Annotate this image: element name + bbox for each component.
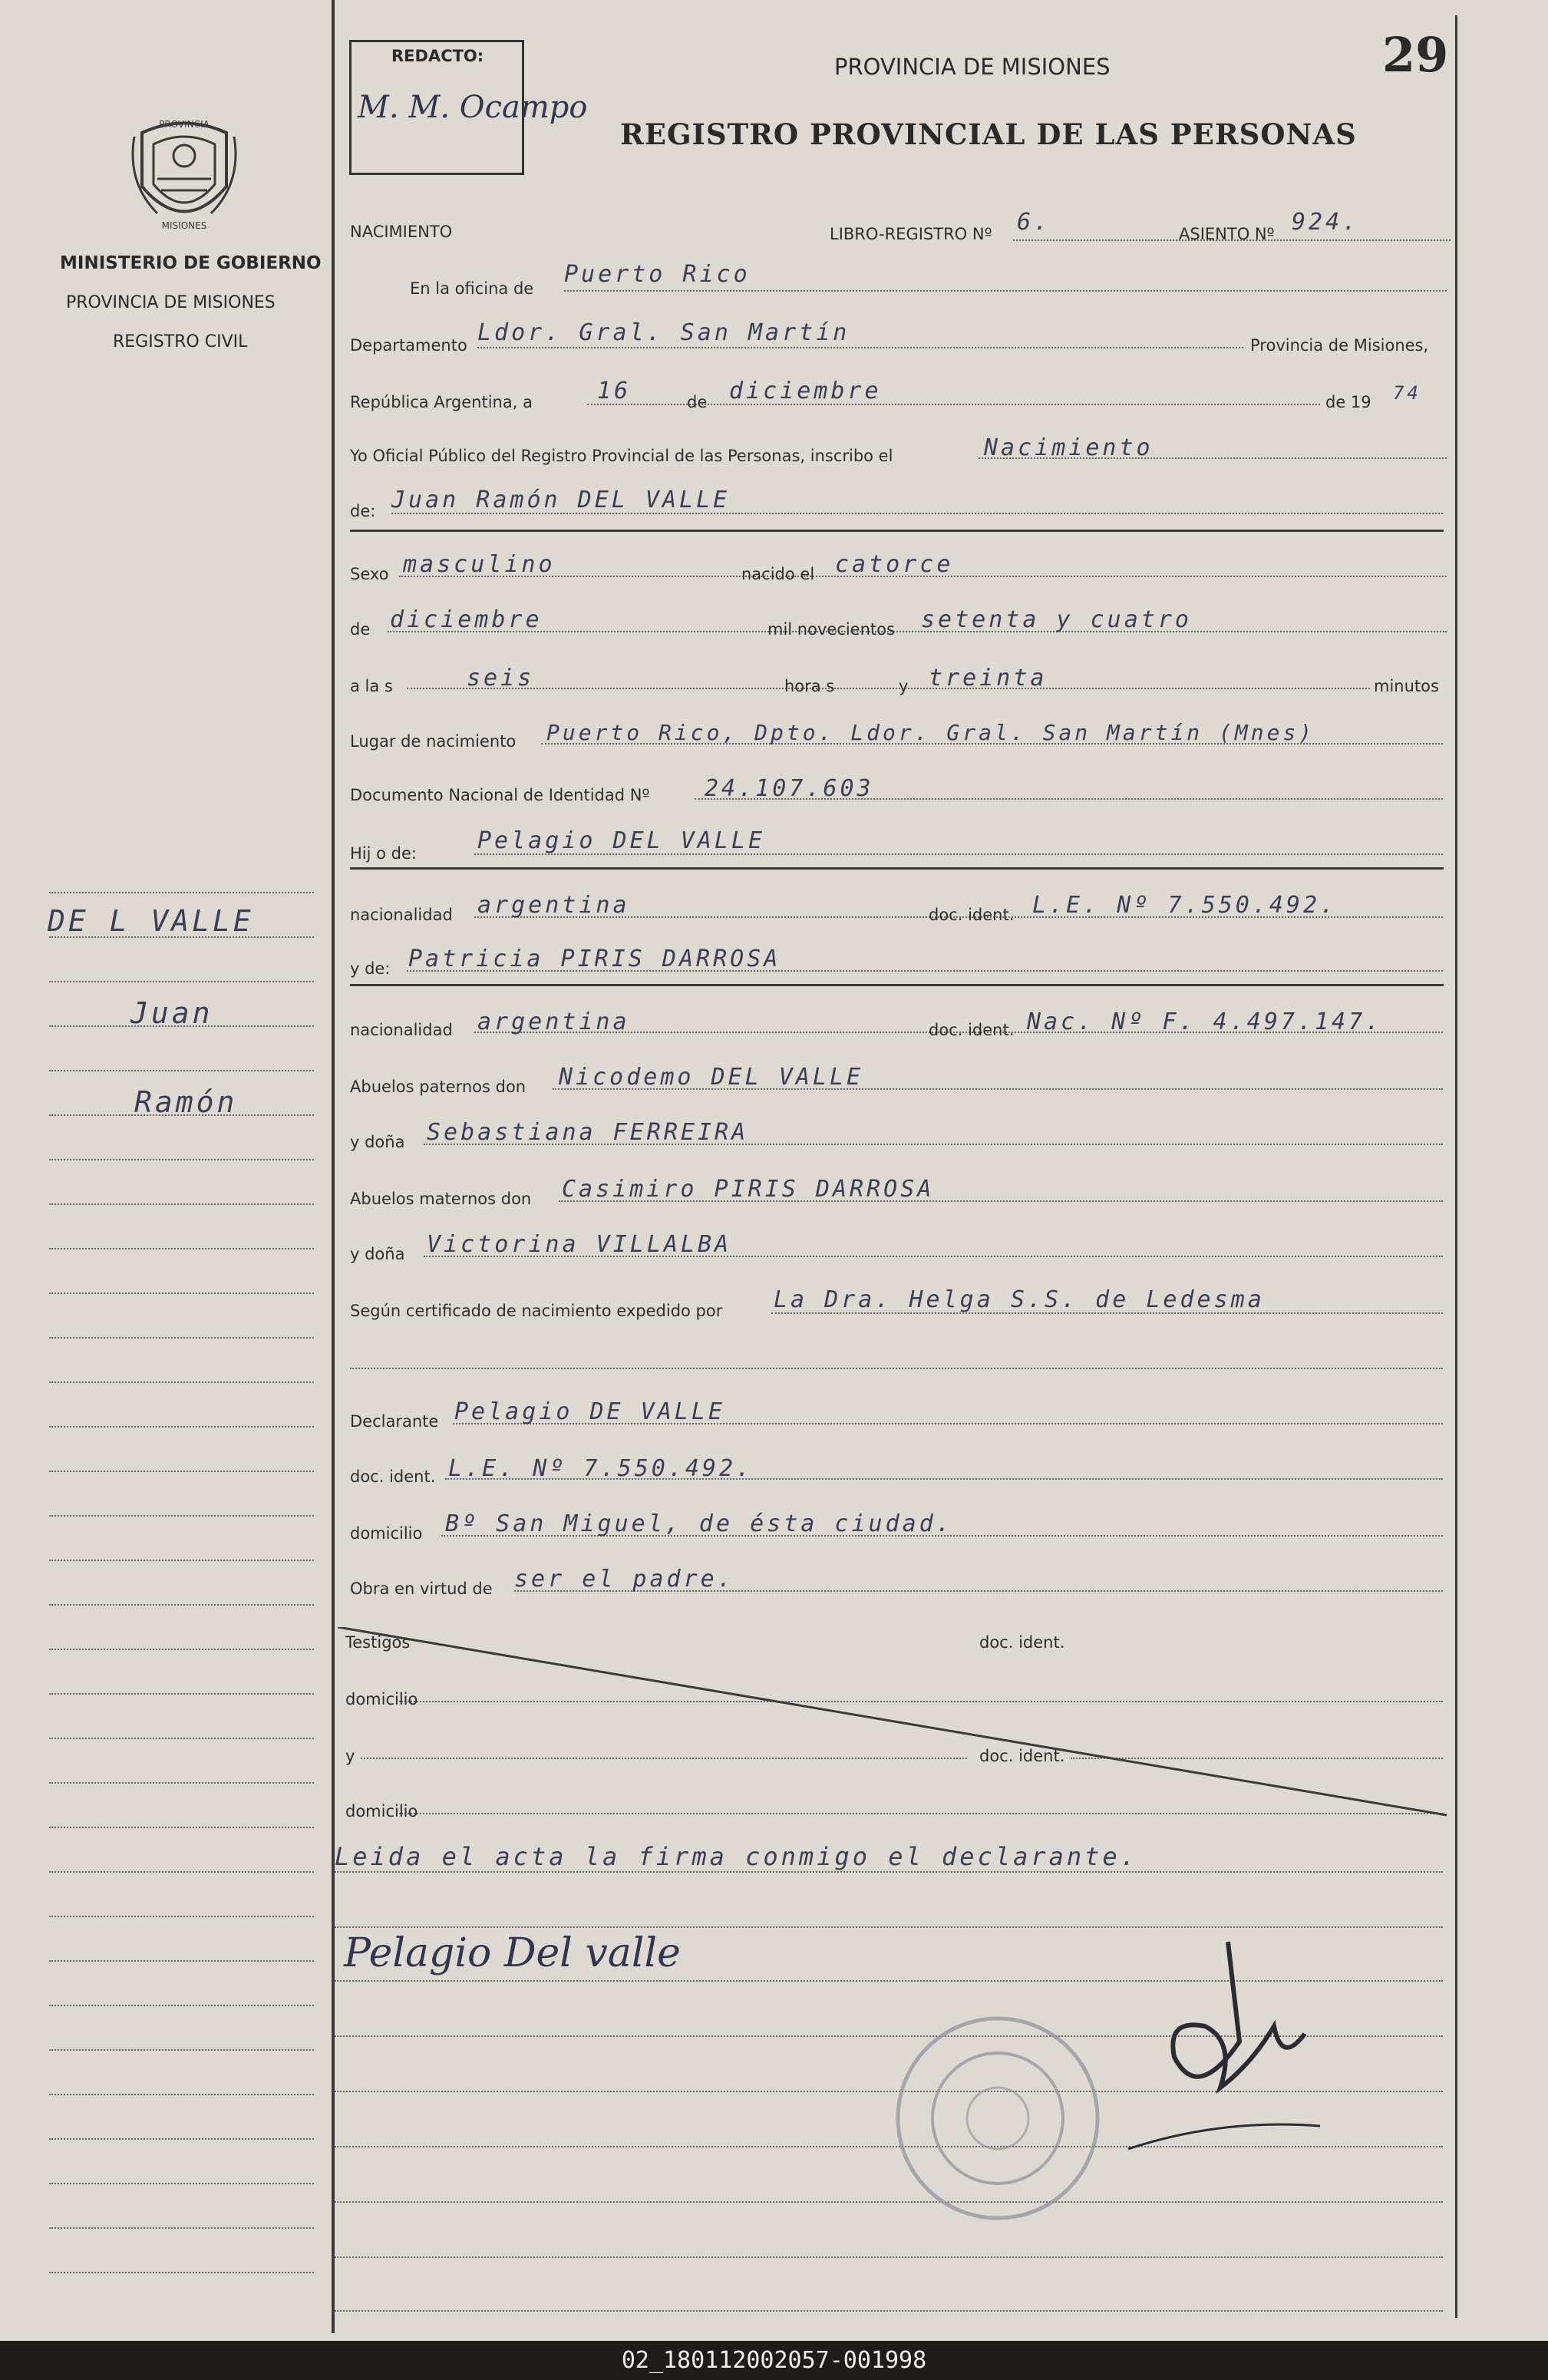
right-frame-line bbox=[1455, 15, 1457, 2318]
margin-ruled-line bbox=[49, 2183, 314, 2184]
dni-value: 24.107.603 bbox=[705, 775, 874, 802]
margin-ruled-line bbox=[49, 2138, 314, 2140]
asiento-label: ASIENTO Nº bbox=[1179, 225, 1275, 243]
margin-first-name: Juan bbox=[130, 996, 213, 1030]
a-las-label: a la s bbox=[350, 677, 393, 695]
minutos-label: minutos bbox=[1374, 677, 1439, 695]
nombre-underline bbox=[350, 530, 1444, 532]
margin-ruled-line bbox=[49, 1871, 314, 1873]
margin-ruled-line bbox=[49, 2272, 314, 2273]
nacido-value: catorce bbox=[835, 551, 954, 578]
margin-ruled-line bbox=[49, 1604, 314, 1606]
oficina-value: Puerto Rico bbox=[564, 261, 751, 288]
padre-doc-value: L.E. Nº 7.550.492. bbox=[1032, 892, 1338, 919]
declarante-signature: Pelagio Del valle bbox=[344, 1930, 681, 1976]
lugar-label: Lugar de nacimiento bbox=[350, 732, 517, 751]
nacido-mes-value: diciembre bbox=[390, 606, 543, 633]
abuela-materna-label: y doña bbox=[350, 1245, 405, 1263]
act-type-label: NACIMIENTO bbox=[350, 223, 453, 241]
padre-value: Pelagio DEL VALLE bbox=[477, 827, 766, 854]
svg-text:PROVINCIA: PROVINCIA bbox=[159, 119, 210, 130]
abuela-paterna-value: Sebastiana FERREIRA bbox=[427, 1119, 749, 1146]
declarante-domicilio-value: Bº San Miguel, de ésta ciudad. bbox=[445, 1510, 953, 1537]
svg-text:MISIONES: MISIONES bbox=[161, 220, 207, 231]
anio-value: 74 bbox=[1393, 382, 1421, 404]
form-fill-line bbox=[335, 2256, 1443, 2258]
margin-ruled-line bbox=[49, 2049, 314, 2051]
margin-ruled-line bbox=[49, 892, 314, 893]
province-coat-of-arms bbox=[127, 114, 242, 236]
margin-ruled-line bbox=[49, 1515, 314, 1517]
province-heading: PROVINCIA DE MISIONES bbox=[66, 293, 276, 312]
redacto-signature: M. M. Ocampo bbox=[358, 90, 588, 125]
form-fill-line bbox=[407, 688, 1370, 689]
margin-ruled-line bbox=[49, 1693, 314, 1695]
declarante-domicilio-label: domicilio bbox=[350, 1524, 423, 1543]
form-fill-line bbox=[335, 1871, 1443, 1873]
abuelos-paternos-label: Abuelos paternos don bbox=[350, 1078, 526, 1096]
madre-nacionalidad-value: argentina bbox=[477, 1008, 630, 1035]
certificado-label: Según certificado de nacimiento expedido por bbox=[350, 1302, 723, 1320]
madre-underline bbox=[350, 984, 1444, 986]
padre-underline bbox=[350, 867, 1444, 870]
form-fill-line bbox=[335, 1926, 1443, 1928]
mil-label: mil novecientos bbox=[767, 620, 895, 639]
minutos-value: treinta bbox=[929, 665, 1048, 692]
testigos-doc-label: doc. ident. bbox=[979, 1633, 1065, 1652]
registry-civil-heading: REGISTRO CIVIL bbox=[113, 332, 248, 352]
de-label: de bbox=[687, 393, 708, 411]
province-title-top: PROVINCIA DE MISIONES bbox=[834, 54, 1111, 80]
abuelo-materno-value: Casimiro PIRIS DARROSA bbox=[562, 1176, 935, 1203]
declarante-value: Pelagio DE VALLE bbox=[454, 1398, 725, 1425]
margin-ruled-line bbox=[49, 1782, 314, 1784]
official-signature-scribble bbox=[1105, 1934, 1335, 2164]
madre-doc-value: Nac. Nº F. 4.497.147. bbox=[1027, 1008, 1383, 1035]
abuela-paterna-label: y doña bbox=[350, 1133, 405, 1151]
margin-ruled-line bbox=[49, 1426, 314, 1428]
y-de-label: y de: bbox=[350, 959, 391, 978]
libro-value: 6. bbox=[1017, 209, 1051, 236]
abuelos-maternos-label: Abuelos maternos don bbox=[350, 1190, 532, 1208]
sexo-value: masculino bbox=[403, 551, 556, 578]
margin-ruled-line bbox=[49, 1916, 314, 1917]
testigos-doc2-label: doc. ident. bbox=[979, 1747, 1065, 1765]
testigos-label: Testigos bbox=[345, 1633, 411, 1652]
de-mes-label: de bbox=[350, 620, 371, 639]
file-id-bar bbox=[0, 2341, 1548, 2380]
margin-second-name: Ramón bbox=[134, 1085, 238, 1119]
oficial-text: Yo Oficial Público del Registro Provincial de las Personas, inscribo el bbox=[350, 447, 893, 465]
margin-ruled-line bbox=[49, 1827, 314, 1828]
testigos-domicilio2-label: domicilio bbox=[345, 1802, 418, 1820]
form-fill-line bbox=[388, 631, 1447, 632]
margin-ruled-line bbox=[49, 1248, 314, 1249]
dni-label: Documento Nacional de Identidad Nº bbox=[350, 786, 650, 804]
nombre-value: Juan Ramón DEL VALLE bbox=[391, 487, 731, 513]
nombre-label: de: bbox=[350, 502, 376, 520]
obra-value: ser el padre. bbox=[514, 1566, 734, 1593]
file-id: 02_180112002057-001998 bbox=[621, 2347, 927, 2374]
margin-ruled-line bbox=[49, 1738, 314, 1739]
abuelo-paterno-value: Nicodemo DEL VALLE bbox=[559, 1064, 864, 1091]
declarante-doc-value: L.E. Nº 7.550.492. bbox=[448, 1455, 754, 1482]
declarante-doc-label: doc. ident. bbox=[350, 1467, 436, 1486]
madre-nacionalidad-label: nacionalidad bbox=[350, 1021, 453, 1039]
declarante-label: Declarante bbox=[350, 1412, 439, 1431]
y-label: y bbox=[899, 677, 909, 695]
margin-ruled-line bbox=[49, 1292, 314, 1294]
margin-ruled-line bbox=[49, 1070, 314, 1071]
testigos-strike-line bbox=[338, 1627, 1458, 1819]
official-round-seal bbox=[883, 2003, 1113, 2233]
de-anio-label: de 19 bbox=[1325, 393, 1371, 411]
margin-ruled-line bbox=[49, 1159, 314, 1160]
margin-surname: DE L VALLE bbox=[48, 904, 254, 938]
margin-ruled-line bbox=[49, 1471, 314, 1472]
margin-ruled-line bbox=[49, 2227, 314, 2229]
padre-nacionalidad-value: argentina bbox=[477, 892, 630, 919]
redacto-label: REDACTO: bbox=[391, 47, 484, 65]
oficina-label: En la oficina de bbox=[410, 279, 534, 298]
margin-ruled-line bbox=[49, 2005, 314, 2006]
left-frame-line bbox=[332, 0, 335, 2333]
form-fill-line bbox=[564, 290, 1447, 292]
testigos-domicilio-label: domicilio bbox=[345, 1690, 418, 1708]
margin-ruled-line bbox=[49, 1203, 314, 1205]
ministry-heading: MINISTERIO DE GOBIERNO bbox=[60, 253, 322, 273]
dia-value: 16 bbox=[597, 378, 632, 404]
margin-ruled-line bbox=[49, 1381, 314, 1383]
sexo-label: Sexo bbox=[350, 565, 389, 583]
certificado-value: La Dra. Helga S.S. de Ledesma bbox=[774, 1286, 1265, 1313]
form-fill-line bbox=[350, 1368, 1443, 1369]
hora-value: seis bbox=[467, 665, 535, 692]
madre-value: Patricia PIRIS DARROSA bbox=[408, 946, 781, 972]
margin-ruled-line bbox=[49, 981, 314, 982]
redacto-box bbox=[349, 40, 588, 175]
margin-ruled-line bbox=[49, 1560, 314, 1561]
departamento-label: Departamento bbox=[350, 336, 467, 355]
margin-ruled-line bbox=[49, 2094, 314, 2095]
testigos-y-label: y bbox=[345, 1747, 355, 1765]
madre-doc-label: doc. ident. bbox=[929, 1021, 1015, 1039]
closing-text: Leida el acta la firma conmigo el declarante. bbox=[335, 1842, 1138, 1871]
obra-label: Obra en virtud de bbox=[350, 1580, 493, 1598]
provincia-label: Provincia de Misiones, bbox=[1250, 336, 1429, 355]
margin-ruled-line bbox=[49, 1337, 314, 1339]
mes-value: diciembre bbox=[729, 378, 882, 404]
margin-ruled-line bbox=[49, 1960, 314, 1962]
padre-nacionalidad-label: nacionalidad bbox=[350, 906, 453, 924]
republica-label: República Argentina, a bbox=[350, 393, 533, 411]
form-fill-line bbox=[477, 347, 1243, 348]
hijo-label: Hij o de: bbox=[350, 844, 417, 863]
registry-title: REGISTRO PROVINCIAL DE LAS PERSONAS bbox=[620, 117, 1357, 151]
lugar-value: Puerto Rico, Dpto. Ldor. Gral. San Martín (Mnes) bbox=[546, 720, 1315, 745]
inscribo-value: Nacimiento bbox=[984, 434, 1154, 461]
libro-label: LIBRO-REGISTRO Nº bbox=[830, 225, 992, 243]
abuela-materna-value: Victorina VILLALBA bbox=[427, 1231, 732, 1258]
mil-value: setenta y cuatro bbox=[921, 606, 1192, 633]
margin-ruled-line bbox=[49, 1649, 314, 1650]
page-number: 29 bbox=[1382, 27, 1449, 83]
form-fill-line bbox=[335, 2310, 1443, 2312]
asiento-value: 924. bbox=[1292, 209, 1360, 236]
padre-doc-label: doc. ident. bbox=[929, 906, 1015, 924]
horas-label: hora s bbox=[784, 677, 835, 695]
departamento-value: Ldor. Gral. San Martín bbox=[477, 319, 850, 346]
nacido-label: nacido el bbox=[741, 565, 815, 583]
